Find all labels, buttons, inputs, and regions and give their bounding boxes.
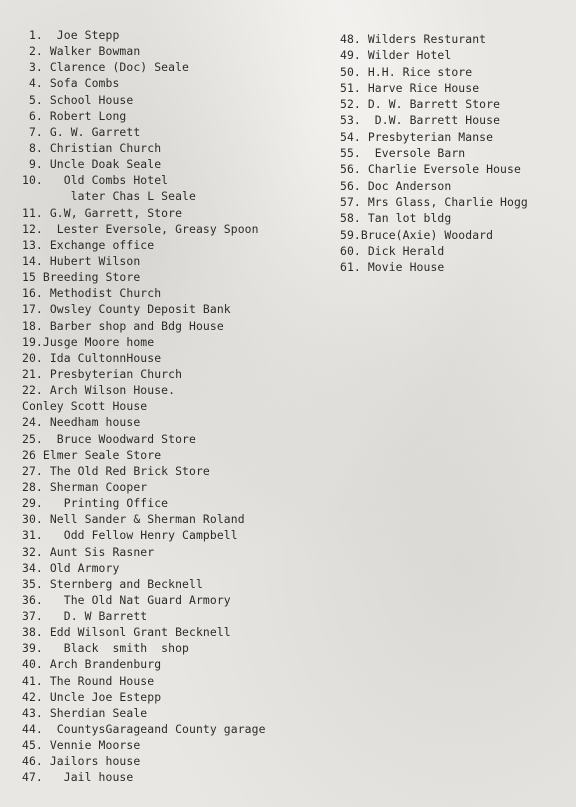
list-right-column bbox=[340, 31, 570, 275]
item-text: Lester Eversole, Greasy Spoon bbox=[42, 221, 259, 236]
item-text: Eversole Barn bbox=[360, 146, 466, 161]
item-number: 51. bbox=[340, 80, 361, 95]
list-item bbox=[340, 129, 570, 145]
item-number: 28. bbox=[22, 479, 43, 494]
item-number: 13. bbox=[22, 237, 43, 252]
list-item bbox=[22, 495, 332, 511]
list-item bbox=[22, 269, 332, 285]
list-item bbox=[22, 640, 332, 656]
item-text: The Round House bbox=[42, 673, 155, 688]
list-item bbox=[340, 112, 570, 128]
item-number: 7. bbox=[22, 124, 43, 139]
item-text: Walker Bowman bbox=[42, 44, 141, 59]
item-text: Breeding Store bbox=[35, 270, 141, 285]
item-text: Old Combs Hotel bbox=[42, 173, 169, 188]
item-number: 14. bbox=[22, 253, 43, 268]
item-text: Doc Anderson bbox=[360, 178, 452, 193]
list-item bbox=[22, 560, 332, 576]
item-number: 42. bbox=[22, 689, 43, 704]
item-number: 58. bbox=[340, 211, 361, 226]
list-item bbox=[340, 47, 570, 63]
list-item bbox=[22, 576, 332, 592]
list-item bbox=[22, 140, 332, 156]
list-item bbox=[340, 96, 570, 112]
item-text: Bruce(Axie) Woodard bbox=[360, 227, 494, 242]
list-item bbox=[22, 769, 332, 785]
item-text: The Old Red Brick Store bbox=[42, 463, 210, 478]
item-text: Barber shop and Bdg House bbox=[42, 318, 224, 333]
item-text: The Old Nat Guard Armory bbox=[42, 592, 231, 607]
item-number: 5. bbox=[22, 92, 43, 107]
list-item bbox=[22, 431, 332, 447]
item-number: 53. bbox=[340, 113, 361, 128]
item-text: D. W Barrett bbox=[42, 609, 148, 624]
item-number: 8. bbox=[22, 140, 43, 155]
item-text: Hubert Wilson bbox=[42, 253, 141, 268]
list-item bbox=[22, 301, 332, 317]
item-number: 52. bbox=[340, 97, 361, 112]
list-item bbox=[340, 145, 570, 161]
item-text: Mrs Glass, Charlie Hogg bbox=[360, 194, 528, 209]
list-item bbox=[22, 253, 332, 269]
list-item bbox=[22, 156, 332, 172]
item-text: Robert Long bbox=[42, 108, 127, 123]
list-item bbox=[22, 463, 332, 479]
item-text: Arch Brandenburg bbox=[42, 657, 162, 672]
list-item bbox=[22, 608, 332, 624]
list-item bbox=[340, 194, 570, 210]
item-text: Charlie Eversole House bbox=[360, 162, 521, 177]
list-item bbox=[22, 592, 332, 608]
item-text: Ida CultonnHouse bbox=[42, 350, 162, 365]
list-item bbox=[22, 124, 332, 140]
list-item bbox=[22, 237, 332, 253]
list-item bbox=[340, 243, 570, 259]
list-item bbox=[22, 656, 332, 672]
item-text: Sternberg and Becknell bbox=[42, 576, 203, 591]
list-item bbox=[22, 721, 332, 737]
list-item bbox=[340, 178, 570, 194]
list-item bbox=[340, 210, 570, 226]
item-text: G.W, Garrett, Store bbox=[42, 205, 183, 220]
item-text: Uncle Joe Estepp bbox=[42, 689, 162, 704]
list-item bbox=[22, 689, 332, 705]
item-number: 31. bbox=[22, 528, 43, 543]
item-number: 30. bbox=[22, 512, 43, 527]
item-text: Jusge Moore home bbox=[42, 334, 155, 349]
item-text: Sherman Cooper bbox=[42, 479, 148, 494]
item-text: Nell Sander & Sherman Roland bbox=[42, 512, 245, 527]
list-item bbox=[22, 414, 332, 430]
item-text: Exchange office bbox=[42, 237, 155, 252]
item-text: Vennie Moorse bbox=[42, 738, 141, 753]
item-number: 9. bbox=[22, 157, 43, 172]
list-item bbox=[22, 108, 332, 124]
item-text: G. W. Garrett bbox=[42, 124, 141, 139]
list-item bbox=[22, 673, 332, 689]
item-number: 21. bbox=[22, 366, 43, 381]
item-number: 44. bbox=[22, 722, 43, 737]
item-number: 45. bbox=[22, 738, 43, 753]
list-item bbox=[22, 75, 332, 91]
item-text: Christian Church bbox=[42, 140, 162, 155]
item-number: 49. bbox=[340, 48, 361, 63]
item-text: Black smith shop bbox=[42, 641, 189, 656]
item-text: Aunt Sis Rasner bbox=[42, 544, 155, 559]
item-number: 16. bbox=[22, 286, 43, 301]
item-number: 4. bbox=[22, 76, 43, 91]
item-text: Edd Wilsonl Grant Becknell bbox=[42, 625, 231, 640]
item-number: 27. bbox=[22, 463, 43, 478]
list-item bbox=[340, 31, 570, 47]
item-number: 56. bbox=[340, 178, 361, 193]
item-number: 34. bbox=[22, 560, 43, 575]
item-number: 61. bbox=[340, 260, 361, 275]
item-number: 35. bbox=[22, 576, 43, 591]
list-item bbox=[22, 221, 332, 237]
item-text: Tan lot bldg bbox=[360, 211, 452, 226]
list-item bbox=[22, 92, 332, 108]
item-text: Wilder Hotel bbox=[360, 48, 452, 63]
item-text: Presbyterian Manse bbox=[360, 129, 494, 144]
item-number: 36. bbox=[22, 592, 43, 607]
item-number: 46. bbox=[22, 754, 43, 769]
item-text: Wilders Resturant bbox=[360, 32, 487, 46]
item-text: Printing Office bbox=[42, 496, 169, 511]
item-text: CountysGarageand County garage bbox=[42, 722, 266, 737]
list-item bbox=[22, 705, 332, 721]
item-number: 32. bbox=[22, 544, 43, 559]
list-item bbox=[22, 188, 332, 204]
item-number: 12. bbox=[22, 221, 43, 236]
item-number: 55. bbox=[340, 146, 361, 161]
item-number: 26 bbox=[22, 447, 36, 462]
item-number: 17. bbox=[22, 302, 43, 317]
item-text: Elmer Seale Store bbox=[35, 447, 162, 462]
item-number: 18. bbox=[22, 318, 43, 333]
item-text: Jail house bbox=[42, 770, 134, 785]
item-number: 3. bbox=[22, 60, 43, 75]
list-item bbox=[340, 64, 570, 80]
list-item bbox=[22, 527, 332, 543]
list-item bbox=[22, 318, 332, 334]
item-text: Conley Scott House bbox=[22, 399, 148, 414]
item-number: 59. bbox=[340, 227, 361, 242]
item-text: Uncle Doak Seale bbox=[42, 157, 162, 172]
list-item bbox=[22, 753, 332, 769]
item-text: Sofa Combs bbox=[42, 76, 120, 91]
list-item bbox=[22, 479, 332, 495]
item-number: 11. bbox=[22, 205, 43, 220]
item-text: Odd Fellow Henry Campbell bbox=[42, 528, 238, 543]
list-item bbox=[22, 43, 332, 59]
item-text: Bruce Woodward Store bbox=[42, 431, 196, 446]
list-item bbox=[22, 172, 332, 188]
item-text: Clarence (Doc) Seale bbox=[42, 60, 189, 75]
item-text: Sherdian Seale bbox=[42, 705, 148, 720]
item-number: 15 bbox=[22, 270, 36, 285]
item-text: Joe Stepp bbox=[42, 28, 120, 42]
list-item bbox=[22, 59, 332, 75]
item-number: 6. bbox=[22, 108, 43, 123]
item-number: 1. bbox=[22, 28, 43, 42]
list-item bbox=[22, 366, 332, 382]
list-item bbox=[22, 285, 332, 301]
item-text: Harve Rice House bbox=[360, 80, 480, 95]
list-item bbox=[22, 624, 332, 640]
list-item bbox=[340, 80, 570, 96]
item-number: 57. bbox=[340, 194, 361, 209]
list-item bbox=[22, 544, 332, 560]
item-number: 43. bbox=[22, 705, 43, 720]
item-number: 48. bbox=[340, 32, 361, 46]
item-text: Movie House bbox=[360, 260, 445, 275]
item-number: 54. bbox=[340, 129, 361, 144]
item-text: Owsley County Deposit Bank bbox=[42, 302, 231, 317]
item-text: Dick Herald bbox=[360, 243, 445, 258]
item-number: 60. bbox=[340, 243, 361, 258]
list-item bbox=[22, 447, 332, 463]
item-text: D. W. Barrett Store bbox=[360, 97, 501, 112]
item-number: 24. bbox=[22, 415, 43, 430]
list-item bbox=[22, 350, 332, 366]
item-text: later Chas L Seale bbox=[22, 189, 196, 204]
item-number: 40. bbox=[22, 657, 43, 672]
item-text: School House bbox=[42, 92, 134, 107]
list-item bbox=[22, 334, 332, 350]
item-number: 10. bbox=[22, 173, 43, 188]
item-number: 56. bbox=[340, 162, 361, 177]
item-number: 29. bbox=[22, 496, 43, 511]
list-item bbox=[22, 737, 332, 753]
item-text: Needham house bbox=[42, 415, 141, 430]
item-number: 19. bbox=[22, 334, 43, 349]
item-number: 50. bbox=[340, 64, 361, 79]
item-text: Jailors house bbox=[42, 754, 141, 769]
item-number: 41. bbox=[22, 673, 43, 688]
item-number: 38. bbox=[22, 625, 43, 640]
list-item bbox=[22, 205, 332, 221]
item-number: 20. bbox=[22, 350, 43, 365]
list-item bbox=[22, 511, 332, 527]
list-item bbox=[340, 227, 570, 243]
list-item bbox=[340, 161, 570, 177]
item-number: 22. bbox=[22, 383, 43, 398]
item-text: Arch Wilson House. bbox=[42, 383, 176, 398]
item-text: Presbyterian Church bbox=[42, 366, 183, 381]
list-item bbox=[340, 259, 570, 275]
item-number: 2. bbox=[22, 44, 43, 59]
list-item bbox=[22, 27, 332, 43]
item-number: 39. bbox=[22, 641, 43, 656]
item-text: Old Armory bbox=[42, 560, 120, 575]
item-number: 47. bbox=[22, 770, 43, 785]
item-number: 25. bbox=[22, 431, 43, 446]
list-item bbox=[22, 382, 332, 398]
item-text: D.W. Barrett House bbox=[360, 113, 501, 128]
item-text: H.H. Rice store bbox=[360, 64, 473, 79]
list-item bbox=[22, 398, 332, 414]
item-text: Methodist Church bbox=[42, 286, 162, 301]
list-left-column bbox=[22, 27, 332, 786]
item-number: 37. bbox=[22, 609, 43, 624]
